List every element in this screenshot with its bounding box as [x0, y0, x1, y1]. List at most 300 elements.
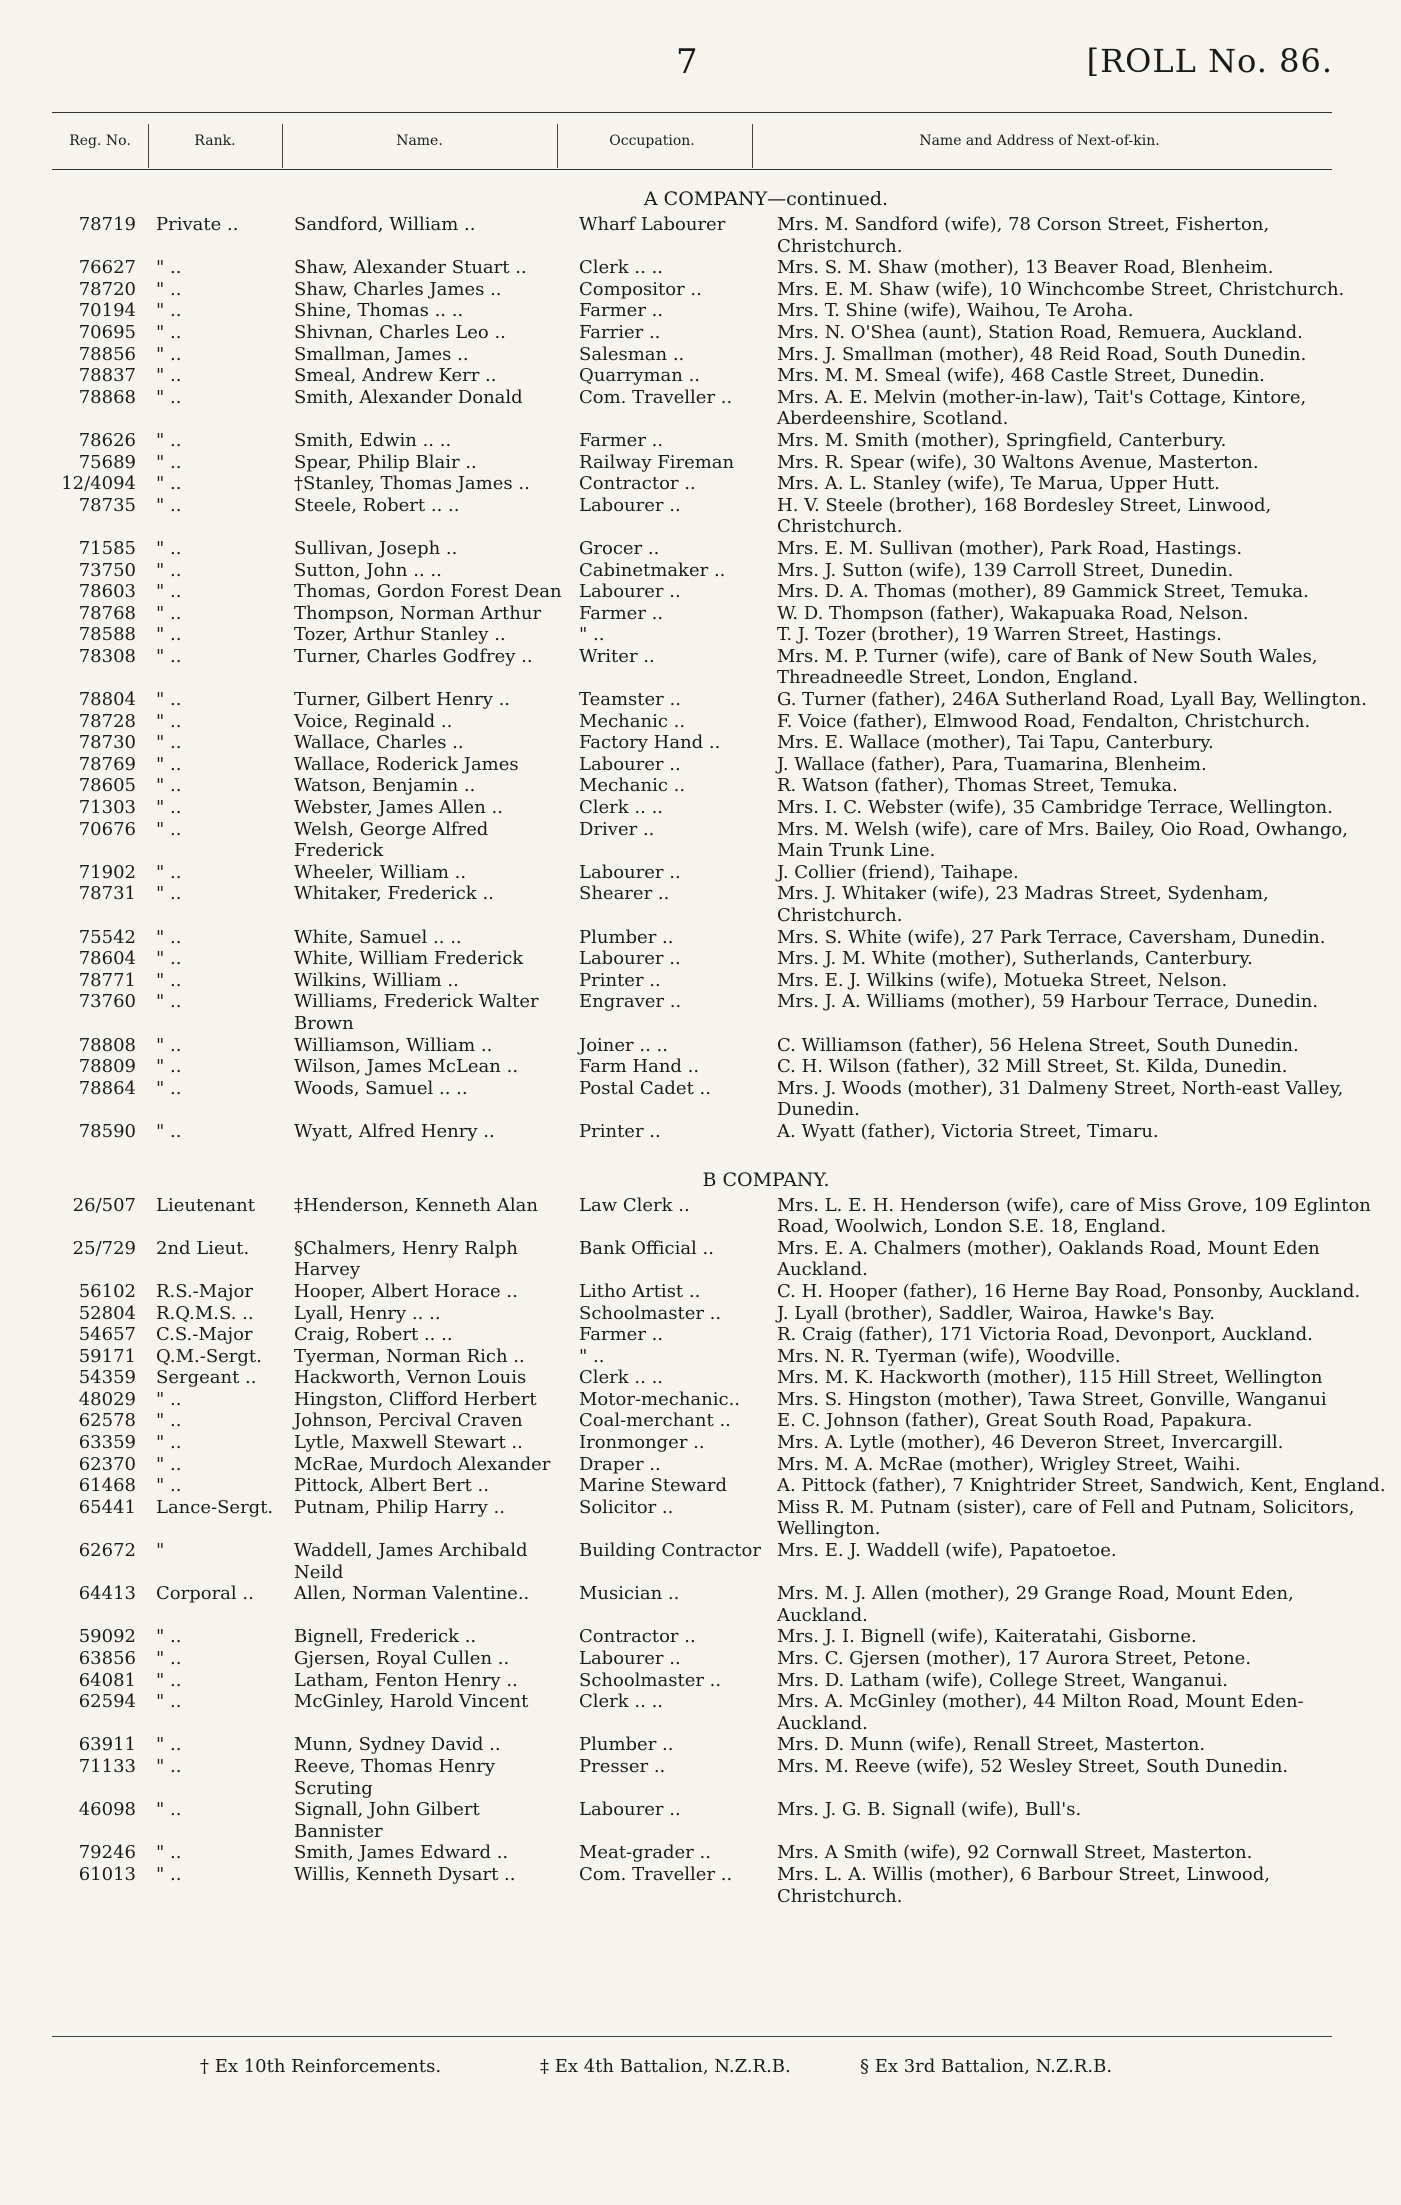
reg-no: 62594: [78, 1691, 136, 1713]
next-of-kin: Mrs. J. Sutton (wife), 139 Carroll Street, Dunedin.: [777, 559, 1234, 581]
next-of-kin: Mrs. A. McGinley (mother), 44 Milton Road, Mount Eden-Auckland.: [777, 1691, 1304, 1734]
reg-no: 12/4094: [61, 473, 136, 495]
rank: " ..: [156, 321, 182, 343]
rank: " ..: [156, 1388, 182, 1410]
table-row: [52, 927, 1350, 949]
soldier-name: Hackworth, Vernon Louis: [294, 1367, 527, 1389]
footer-rule: [52, 2036, 1332, 2037]
table-row: [52, 1324, 1350, 1346]
rank: " ..: [156, 300, 182, 322]
next-of-kin: Mrs. E. J. Wilkins (wife), Motueka Street, Nelson.: [777, 969, 1228, 991]
col-next-of-kin: Name and Address of Next-of-kin.: [919, 133, 1160, 149]
occupation: Labourer ..: [579, 1648, 681, 1669]
next-of-kin: Mrs. R. Spear (wife), 30 Waltons Avenue, Masterton.: [777, 451, 1259, 473]
soldier-name: Shaw, Charles James ..: [294, 278, 502, 300]
rank: " ..: [156, 926, 182, 948]
rank: " ..: [156, 1432, 182, 1454]
soldier-name: Johnson, Percival Craven: [294, 1410, 523, 1432]
soldier-name: Signall, John Gilbert Bannister: [294, 1799, 480, 1842]
occupation: Mechanic ..: [579, 710, 686, 732]
reg-no: 46098: [78, 1799, 136, 1821]
next-of-kin: A. Pittock (father), 7 Knightrider Street, Sandwich, Kent, England.: [777, 1475, 1386, 1497]
soldier-name: ‡Henderson, Kenneth Alan: [294, 1194, 538, 1216]
soldier-name: Smeal, Andrew Kerr ..: [294, 365, 497, 387]
table-row: [52, 214, 1350, 257]
table-row: [52, 344, 1350, 366]
reg-no: 78856: [78, 343, 136, 365]
col-reg-no: Reg. No.: [69, 133, 131, 149]
reg-no: 62578: [78, 1410, 136, 1432]
reg-no: 62672: [78, 1540, 136, 1562]
roll-number: [ROLL No. 86.: [1086, 42, 1333, 80]
occupation: Labourer ..: [579, 861, 681, 883]
occupation: Farm Hand ..: [579, 1056, 700, 1078]
occupation: Com. Traveller ..: [579, 1863, 733, 1885]
occupation: Grocer ..: [579, 537, 660, 559]
rank: " ..: [156, 581, 182, 603]
next-of-kin: Mrs. L. E. H. Henderson (wife), care of Miss Grove, 109 Eglinton Road, Woolwich, London S.E. 18, England.: [777, 1194, 1371, 1238]
reg-no: 70194: [78, 300, 136, 322]
occupation: Coal-merchant ..: [579, 1410, 731, 1432]
table-row: [52, 862, 1350, 884]
occupation: Printer ..: [579, 1120, 661, 1142]
rank: " ..: [156, 429, 182, 451]
rank: " ..: [156, 753, 182, 775]
column-divider: [557, 124, 558, 168]
table-row: [52, 797, 1350, 819]
reg-no: 65441: [78, 1496, 136, 1518]
next-of-kin: T. J. Tozer (brother), 19 Warren Street, Hastings.: [777, 624, 1222, 646]
soldier-name: Wilson, James McLean ..: [294, 1056, 519, 1078]
reg-no: 63856: [78, 1648, 136, 1669]
table-row: [52, 560, 1350, 582]
table-row: [52, 1194, 1371, 1238]
rank: " ..: [156, 257, 182, 279]
reg-no: 48029: [78, 1388, 136, 1410]
occupation: Labourer ..: [579, 1799, 681, 1821]
occupation: Law Clerk ..: [579, 1194, 690, 1216]
occupation: Plumber ..: [579, 1734, 674, 1756]
reg-no: 70676: [78, 818, 136, 840]
occupation: Shearer ..: [579, 883, 670, 905]
reg-no: 78605: [78, 775, 136, 797]
next-of-kin: Mrs. A. E. Melvin (mother-in-law), Tait's Cottage, Kintore, Aberdeenshire, Scotland.: [777, 386, 1307, 430]
soldier-name: Smith, Alexander Donald: [294, 386, 523, 408]
table-row: [52, 581, 1350, 603]
reg-no: 64413: [78, 1583, 136, 1605]
table-row: [52, 624, 1350, 646]
soldier-name: Sullivan, Joseph ..: [294, 537, 458, 559]
soldier-name: Tyerman, Norman Rich ..: [294, 1345, 525, 1367]
reg-no: 26/507: [72, 1194, 136, 1216]
next-of-kin: C. H. Wilson (father), 32 Mill Street, St. Kilda, Dunedin.: [777, 1056, 1288, 1078]
table-row: [52, 1583, 1350, 1626]
table-row: [52, 819, 1350, 862]
next-of-kin: Mrs. S. Hingston (mother), Tawa Street, Gonville, Wanganui: [777, 1388, 1327, 1410]
rank: " ..: [156, 797, 182, 819]
rank: " ..: [156, 818, 182, 840]
rank: " ..: [156, 1863, 182, 1885]
table-row: [52, 430, 1350, 452]
occupation: Building Contractor: [579, 1540, 761, 1562]
reg-no: 78720: [78, 278, 136, 300]
soldier-name: Smith, Edwin .. ..: [294, 429, 452, 451]
soldier-name: Wilkins, William ..: [294, 969, 459, 991]
rank: " ..: [156, 689, 182, 711]
col-name: Name.: [396, 133, 443, 149]
reg-no: 63911: [78, 1734, 136, 1756]
next-of-kin: Mrs. E. Wallace (mother), Tai Tapu, Canterbury.: [777, 732, 1214, 754]
reg-no: 78808: [78, 1034, 136, 1056]
footnote: ‡ Ex 4th Battalion, N.Z.R.B.: [540, 2056, 791, 2077]
soldier-name: Steele, Robert .. ..: [294, 494, 460, 516]
rank: Q.M.-Sergt.: [156, 1345, 262, 1367]
footnote: † Ex 10th Reinforcements.: [200, 2056, 442, 2077]
soldier-name: Turner, Charles Godfrey ..: [294, 645, 533, 667]
next-of-kin: R. Craig (father), 171 Victoria Road, Devonport, Auckland.: [777, 1324, 1313, 1346]
soldier-name: Shine, Thomas .. ..: [294, 300, 464, 322]
reg-no: 64081: [78, 1669, 136, 1691]
next-of-kin: Mrs. A Smith (wife), 92 Cornwall Street, Masterton.: [777, 1842, 1253, 1864]
table-row: [52, 991, 1350, 1034]
reg-no: 76627: [78, 257, 136, 279]
occupation: Wharf Labourer: [579, 214, 726, 235]
table-row: [52, 1734, 1350, 1756]
reg-no: 75542: [78, 926, 136, 948]
soldier-name: †Stanley, Thomas James ..: [294, 473, 530, 495]
table-row: [52, 603, 1350, 625]
occupation: Musician ..: [579, 1583, 680, 1605]
table-row: [52, 1367, 1350, 1389]
next-of-kin: C. Williamson (father), 56 Helena Street, South Dunedin.: [777, 1034, 1299, 1056]
reg-no: 71133: [78, 1755, 136, 1777]
rank: " ..: [156, 991, 182, 1013]
soldier-name: Willis, Kenneth Dysart ..: [294, 1863, 516, 1885]
rank: " ..: [156, 732, 182, 754]
occupation: Contractor ..: [579, 1626, 696, 1648]
rank: " ..: [156, 365, 182, 387]
occupation: Cabinetmaker ..: [579, 559, 726, 581]
rank: " ..: [156, 1077, 182, 1099]
reg-no: 71303: [78, 797, 136, 819]
next-of-kin: J. Wallace (father), Para, Tuamarina, Blenheim.: [777, 753, 1207, 775]
rank: Sergeant ..: [156, 1367, 257, 1389]
table-row: [52, 711, 1350, 733]
table-row: [52, 1842, 1350, 1864]
occupation: Clerk .. ..: [579, 1367, 664, 1389]
occupation: Draper ..: [579, 1453, 661, 1475]
rank: " ..: [156, 473, 182, 495]
reg-no: 78804: [78, 689, 136, 711]
next-of-kin: Mrs. M. Reeve (wife), 52 Wesley Street, South Dunedin.: [777, 1755, 1289, 1777]
occupation: Postal Cadet ..: [579, 1077, 711, 1099]
soldier-name: Wallace, Roderick James: [294, 753, 519, 775]
soldier-name: Wyatt, Alfred Henry ..: [294, 1120, 495, 1142]
next-of-kin: Mrs. J. Woods (mother), 31 Dalmeny Street, North-east Valley, Dunedin.: [777, 1077, 1344, 1121]
next-of-kin: G. Turner (father), 246A Sutherland Road, Lyall Bay, Wellington.: [777, 689, 1367, 711]
soldier-name: White, Samuel .. ..: [294, 926, 462, 948]
table-row: [52, 365, 1350, 387]
soldier-name: Turner, Gilbert Henry ..: [294, 689, 511, 711]
occupation: Driver ..: [579, 818, 655, 840]
reg-no: 78771: [78, 969, 136, 991]
next-of-kin: Mrs. M. Sandford (wife), 78 Corson Street, Fisherton, Christchurch.: [777, 214, 1270, 257]
reg-no: 78730: [78, 732, 136, 754]
table-row: [52, 1691, 1350, 1734]
soldier-name: Hooper, Albert Horace ..: [294, 1280, 518, 1302]
rank: " ..: [156, 1626, 182, 1648]
reg-no: 71585: [78, 537, 136, 559]
rank: " ..: [156, 1648, 182, 1669]
next-of-kin: Mrs. J. Whitaker (wife), 23 Madras Street, Sydenham, Christchurch.: [777, 883, 1269, 926]
occupation: Contractor ..: [579, 473, 696, 495]
rank: R.S.-Major: [156, 1280, 253, 1302]
soldier-name: McRae, Murdoch Alexander: [294, 1453, 551, 1475]
soldier-name: Smallman, James ..: [294, 343, 469, 365]
table-row: [52, 1389, 1350, 1411]
reg-no: 62370: [78, 1453, 136, 1475]
reg-no: 78588: [78, 624, 136, 646]
rank: " ..: [156, 1056, 182, 1078]
table-row: [52, 1056, 1350, 1078]
rank: ": [156, 1540, 165, 1562]
rank: " ..: [156, 1734, 182, 1756]
soldier-name: Sandford, William ..: [294, 214, 476, 235]
occupation: Labourer ..: [579, 494, 681, 516]
next-of-kin: Mrs. L. A. Willis (mother), 6 Barbour Street, Linwood, Christchurch.: [777, 1863, 1270, 1907]
occupation: Clerk .. ..: [579, 797, 664, 819]
rank: " ..: [156, 1842, 182, 1864]
occupation: Schoolmaster ..: [579, 1669, 722, 1691]
reg-no: 54657: [78, 1324, 136, 1346]
soldier-name: Voice, Reginald ..: [294, 710, 453, 732]
table-row: [52, 1035, 1350, 1057]
soldier-name: Thomas, Gordon Forest Dean: [294, 581, 562, 603]
rank: " ..: [156, 1799, 182, 1821]
rank: " ..: [156, 386, 182, 408]
reg-no: 25/729: [72, 1237, 136, 1259]
soldier-name: Munn, Sydney David ..: [294, 1734, 501, 1756]
rank: " ..: [156, 710, 182, 732]
occupation: Engraver ..: [579, 991, 682, 1013]
occupation: Clerk .. ..: [579, 1691, 664, 1713]
occupation: Meat-grader ..: [579, 1842, 711, 1864]
table-row: [52, 1410, 1350, 1432]
reg-no: 73760: [78, 991, 136, 1013]
soldier-name: Putnam, Philip Harry ..: [294, 1496, 505, 1518]
soldier-name: Pittock, Albert Bert ..: [294, 1475, 489, 1497]
rank: " ..: [156, 969, 182, 991]
rank: C.S.-Major: [156, 1324, 253, 1346]
table-row: [52, 689, 1367, 711]
soldier-name: Latham, Fenton Henry ..: [294, 1669, 518, 1691]
reg-no: 78768: [78, 602, 136, 624]
rank: " ..: [156, 775, 182, 797]
soldier-name: Thompson, Norman Arthur: [294, 602, 542, 624]
next-of-kin: Mrs. M. A. McRae (mother), Wrigley Street, Waihi.: [777, 1453, 1241, 1475]
occupation: Printer ..: [579, 969, 661, 991]
next-of-kin: Mrs. I. C. Webster (wife), 35 Cambridge Terrace, Wellington.: [777, 797, 1333, 819]
table-row: [52, 1078, 1350, 1121]
rank: " ..: [156, 537, 182, 559]
table-row: [52, 1475, 1386, 1497]
occupation: Compositor ..: [579, 278, 702, 300]
next-of-kin: Mrs. E. J. Waddell (wife), Papatoetoe.: [777, 1540, 1117, 1562]
next-of-kin: J. Lyall (brother), Saddler, Wairoa, Hawke's Bay.: [777, 1302, 1215, 1324]
reg-no: 61468: [78, 1475, 136, 1497]
next-of-kin: Mrs. E. A. Chalmers (mother), Oaklands Road, Mount Eden Auckland.: [777, 1237, 1320, 1281]
next-of-kin: F. Voice (father), Elmwood Road, Fendalton, Christchurch.: [777, 710, 1311, 732]
occupation: Labourer ..: [579, 753, 681, 775]
next-of-kin: Mrs. N. R. Tyerman (wife), Woodville.: [777, 1345, 1121, 1367]
reg-no: 59092: [78, 1626, 136, 1648]
occupation: Farmer ..: [579, 1324, 664, 1346]
next-of-kin: Mrs. J. M. White (mother), Sutherlands, Canterbury.: [777, 948, 1253, 970]
occupation: Mechanic ..: [579, 775, 686, 797]
occupation: " ..: [579, 1345, 605, 1367]
soldier-name: Bignell, Frederick ..: [294, 1626, 477, 1648]
soldier-name: Sutton, John .. ..: [294, 559, 442, 581]
rank: " ..: [156, 1034, 182, 1056]
reg-no: 78731: [78, 883, 136, 905]
table-row: [52, 1756, 1350, 1799]
occupation: Ironmonger ..: [579, 1432, 705, 1454]
soldier-name: Allen, Norman Valentine..: [294, 1583, 530, 1605]
table-row: [52, 1121, 1350, 1143]
soldier-name: Craig, Robert .. ..: [294, 1324, 453, 1346]
occupation: Quarryman ..: [579, 365, 701, 387]
rank: Private ..: [156, 214, 239, 235]
reg-no: 59171: [78, 1345, 136, 1367]
table-row: [52, 754, 1350, 776]
rank: " ..: [156, 1120, 182, 1142]
table-row: [52, 279, 1350, 301]
reg-no: 54359: [78, 1367, 136, 1389]
occupation: Labourer ..: [579, 581, 681, 603]
soldier-name: Shaw, Alexander Stuart ..: [294, 257, 527, 279]
rank: " ..: [156, 451, 182, 473]
next-of-kin: Mrs. S. M. Shaw (mother), 13 Beaver Road, Blenheim.: [777, 257, 1274, 279]
occupation: Teamster ..: [579, 689, 681, 711]
reg-no: 73750: [78, 559, 136, 581]
reg-no: 78604: [78, 948, 136, 970]
reg-no: 78868: [78, 386, 136, 408]
next-of-kin: Mrs. M. K. Hackworth (mother), 115 Hill Street, Wellington: [777, 1367, 1323, 1389]
table-row: [52, 1626, 1350, 1648]
reg-no: 79246: [78, 1842, 136, 1864]
col-occupation: Occupation.: [609, 133, 695, 149]
soldier-name: Smith, James Edward ..: [294, 1842, 509, 1864]
rank: " ..: [156, 645, 182, 667]
soldier-name: Williams, Frederick Walter Brown: [294, 991, 539, 1034]
occupation: Farmer ..: [579, 429, 664, 451]
column-header-row: [52, 112, 1332, 170]
occupation: Motor-mechanic..: [579, 1388, 741, 1410]
reg-no: 56102: [78, 1280, 136, 1302]
rank: " ..: [156, 948, 182, 970]
occupation: Joiner .. ..: [579, 1034, 668, 1056]
page-number: 7: [676, 42, 698, 82]
table-row: [52, 1496, 1355, 1540]
roll-body: [52, 184, 1386, 1907]
soldier-name: Webster, James Allen ..: [294, 797, 503, 819]
next-of-kin: Mrs. C. Gjersen (mother), 17 Aurora Street, Petone.: [777, 1648, 1252, 1669]
next-of-kin: Mrs. D. Munn (wife), Renall Street, Masterton.: [777, 1734, 1206, 1756]
next-of-kin: Mrs. T. Shine (wife), Waihou, Te Aroha.: [777, 300, 1134, 322]
rank: " ..: [156, 1755, 182, 1777]
rank: " ..: [156, 861, 182, 883]
next-of-kin: Mrs. A. L. Stanley (wife), Te Marua, Upper Hutt.: [777, 473, 1220, 495]
reg-no: 61013: [78, 1863, 136, 1885]
column-divider: [752, 124, 753, 168]
table-row: [52, 646, 1350, 689]
soldier-name: McGinley, Harold Vincent: [294, 1691, 529, 1713]
soldier-name: Waddell, James Archibald Neild: [294, 1540, 528, 1583]
reg-no: 78809: [78, 1056, 136, 1078]
reg-no: 78769: [78, 753, 136, 775]
next-of-kin: W. D. Thompson (father), Wakapuaka Road, Nelson.: [777, 602, 1249, 624]
reg-no: 78735: [78, 494, 136, 516]
reg-no: 52804: [78, 1302, 136, 1324]
occupation: Labourer ..: [579, 948, 681, 970]
table-row: [52, 1540, 1350, 1583]
soldier-name: Wallace, Charles ..: [294, 732, 464, 754]
occupation: Bank Official ..: [579, 1237, 714, 1259]
company-heading: B COMPANY.: [702, 1168, 830, 1191]
next-of-kin: R. Watson (father), Thomas Street, Temuka.: [777, 775, 1178, 797]
page-header: [0, 42, 1401, 92]
table-row: [52, 538, 1350, 560]
next-of-kin: Mrs. M. J. Allen (mother), 29 Grange Road, Mount Eden, Auckland.: [777, 1583, 1294, 1626]
table-row: [52, 387, 1350, 430]
occupation: Farmer ..: [579, 602, 664, 624]
next-of-kin: Mrs. M. Welsh (wife), care of Mrs. Bailey, Oio Road, Owhango, Main Trunk Line.: [777, 818, 1348, 862]
occupation: Salesman ..: [579, 343, 685, 365]
occupation: Farmer ..: [579, 300, 664, 322]
reg-no: 75689: [78, 451, 136, 473]
soldier-name: Whitaker, Frederick ..: [294, 883, 494, 905]
next-of-kin: Mrs. M. P. Turner (wife), care of Bank of New South Wales, Threadneedle Street, London, England.: [777, 645, 1318, 689]
soldier-name: Williamson, William ..: [294, 1034, 493, 1056]
col-rank: Rank.: [194, 133, 236, 149]
next-of-kin: J. Collier (friend), Taihape.: [777, 861, 1019, 883]
occupation: Writer ..: [579, 645, 655, 667]
rank: " ..: [156, 1691, 182, 1713]
soldier-name: Hingston, Clifford Herbert: [294, 1388, 537, 1410]
reg-no: 78626: [78, 429, 136, 451]
next-of-kin: Mrs. M. M. Smeal (wife), 468 Castle Street, Dunedin.: [777, 365, 1265, 387]
table-row: [52, 1648, 1350, 1670]
soldier-name: Lytle, Maxwell Stewart ..: [294, 1432, 523, 1454]
table-row: [52, 257, 1350, 279]
reg-no: 70695: [78, 321, 136, 343]
next-of-kin: H. V. Steele (brother), 168 Bordesley Street, Linwood, Christchurch.: [777, 494, 1272, 538]
rank: " ..: [156, 494, 182, 516]
section-gap: [52, 1143, 1350, 1165]
occupation: Farrier ..: [579, 321, 661, 343]
table-row: [52, 948, 1350, 970]
reg-no: 71902: [78, 861, 136, 883]
occupation: Com. Traveller ..: [579, 386, 733, 408]
table-row: [52, 732, 1350, 754]
rank: " ..: [156, 1475, 182, 1497]
reg-no: 78603: [78, 581, 136, 603]
table-row: [52, 1864, 1350, 1907]
rank: " ..: [156, 1410, 182, 1432]
next-of-kin: Mrs. J. Smallman (mother), 48 Reid Road, South Dunedin.: [777, 343, 1307, 365]
column-divider: [148, 124, 149, 168]
next-of-kin: Mrs. J. I. Bignell (wife), Kaiteratahi, Gisborne.: [777, 1626, 1197, 1648]
